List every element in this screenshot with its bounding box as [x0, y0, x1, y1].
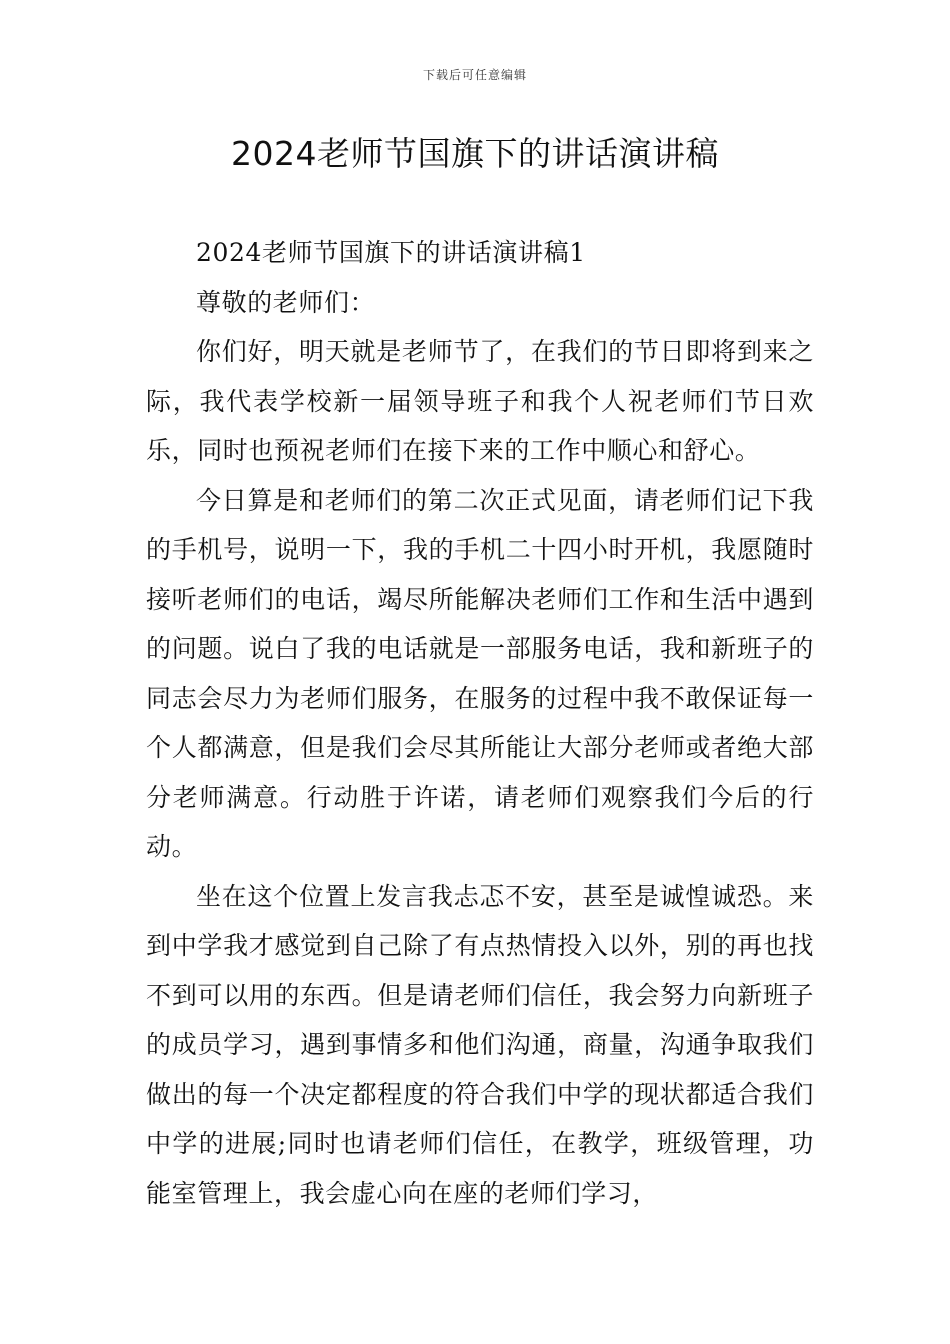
header-note: 下载后可任意编辑 [422, 68, 527, 82]
document-body [146, 228, 814, 1218]
subheading-paragraph: 2024老师节国旗下的讲话演讲稿1 [196, 238, 586, 267]
document-title: 2024老师节国旗下的讲话演讲稿 [231, 134, 719, 173]
body-paragraph: 你们好，明天就是老师节了，在我们的节日即将到来之际，我代表学校新一届领导班子和我个人祝老师们节日欢乐，同时也预祝老师们在接下来的工作中顺心和舒心。 [146, 337, 814, 465]
body-paragraph: 今日算是和老师们的第二次正式见面，请老师们记下我的手机号，说明一下，我的手机二十四小时开机，我愿随时接听老师们的电话，竭尽所能解决老师们工作和生活中遇到的问题。说白了我的电话就是一部服务电话，我和新班子的同志会尽力为老师们服务，在服务的过程中我不敢保证每一个人都满意，但是我们会尽其所能让大部分老师或者绝大部分老师满意。行动胜于许诺，请老师们观察我们今后的行动。 [146, 485, 814, 861]
body-paragraph: 坐在这个位置上发言我忐忑不安，甚至是诚惶诚恐。来到中学我才感觉到自己除了有点热情投入以外，别的再也找不到可以用的东西。但是请老师们信任，我会努力向新班子的成员学习，遇到事情多和他们沟通，商量，沟通争取我们做出的每一个决定都程度的符合我们中学的现状都适合我们中学的进展;同时也请老师们信任，在教学，班级管理，功能室管理上，我会虚心向在座的老师们学习， [146, 881, 814, 1208]
greeting-paragraph: 尊敬的老师们： [196, 287, 376, 317]
